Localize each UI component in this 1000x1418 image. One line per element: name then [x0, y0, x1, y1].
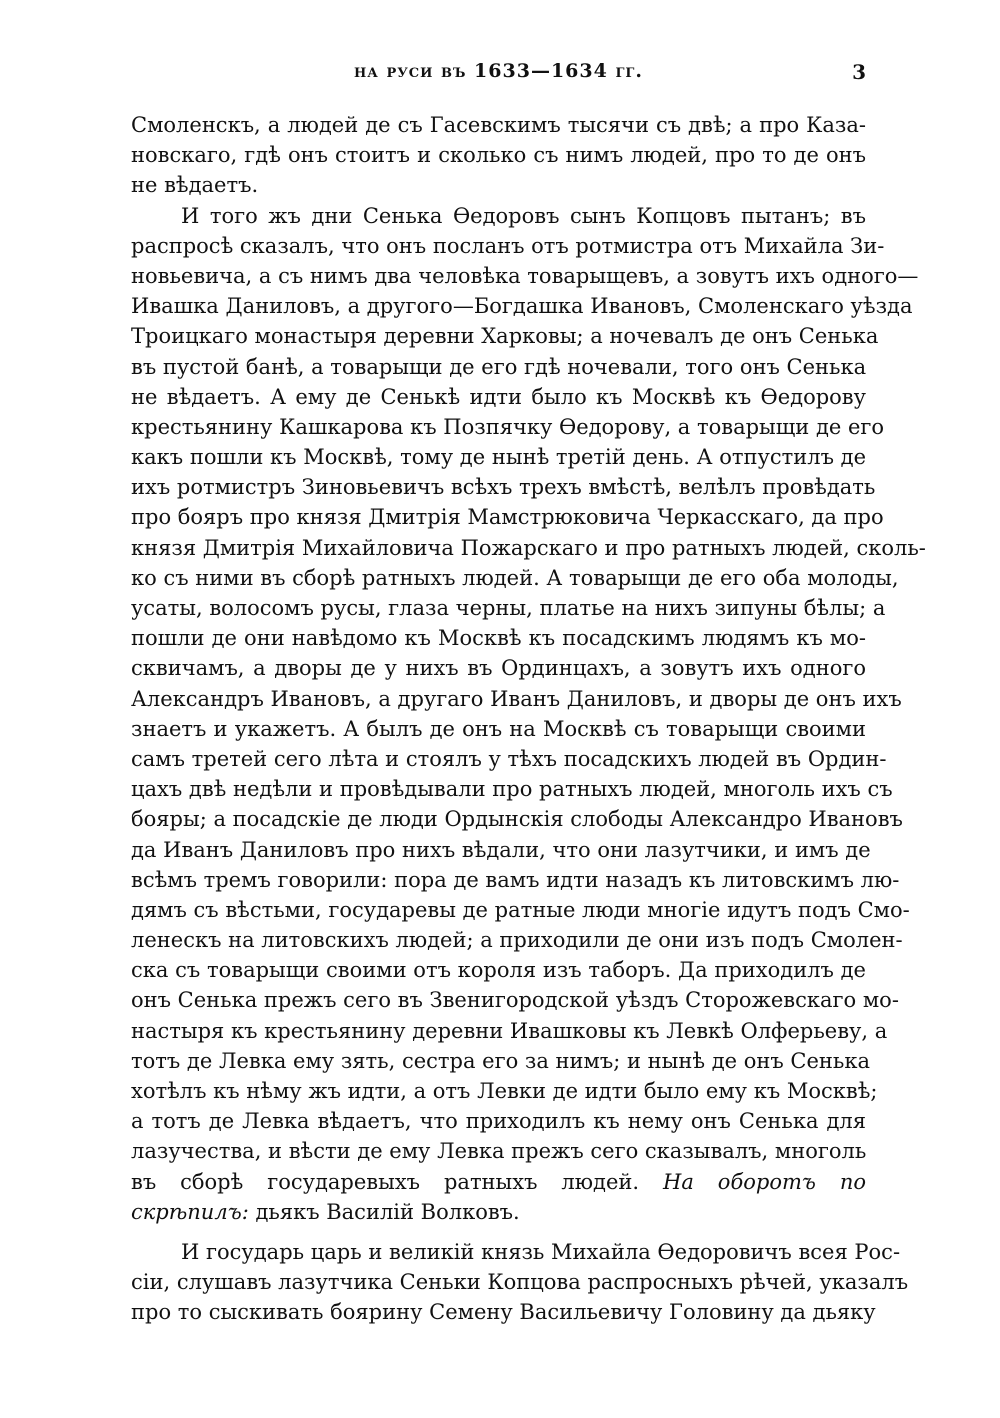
text-line: про то сыскивать боярину Семену Васильевичу Головину да дьяку [131, 1300, 876, 1325]
text-line: не вѣдаетъ. А ему де Сенькѣ идти было къ Москвѣ къ Ѳедорову [131, 384, 866, 409]
text-line: сквичамъ, а дворы де у нихъ въ Ординцахъ, а зовутъ ихъ одного [131, 656, 866, 681]
text-line: какъ пошли къ Москвѣ, тому де нынѣ третій день. А отпустилъ де [131, 445, 866, 470]
text-line: новьевича, а съ нимъ два человѣка товарыщевъ, а зовутъ ихъ одного— [131, 263, 919, 288]
page-header [131, 60, 866, 88]
text-line: ска съ товарыщи своими отъ короля изъ таборъ. Да приходилъ де [131, 958, 866, 983]
text-line: всѣмъ тремъ говорили: пора де вамъ идти назадъ къ литовскимъ лю- [131, 867, 900, 892]
text-line: князя Дмитрія Михайловича Пожарскаго и про ратныхъ людей, сколь- [131, 535, 926, 560]
italic-note: скрѣпилъ: [131, 1199, 249, 1224]
text-line: въ пустой банѣ, а товарыщи де его гдѣ ночевали, того онъ Сенька [131, 354, 867, 379]
text-line: лазучества, и вѣсти де ему Левка прежъ сего сказывалъ, многоль [131, 1139, 867, 1164]
running-title: на руси въ 1633—1634 гг. [353, 60, 644, 82]
text-line: онъ Сенька прежъ сего въ Звенигородской уѣздъ Сторожевскаго мо- [131, 988, 899, 1013]
text-line: ко съ ними въ сборѣ ратныхъ людей. А товарыщи де его оба молоды, [131, 565, 899, 590]
text-line: знаетъ и укажетъ. А былъ де онъ на Москвѣ съ товарыщи своими [131, 716, 866, 741]
text-line: не вѣдаетъ. [131, 173, 259, 198]
text-line: новскаго, гдѣ онъ стоитъ и сколько съ нимъ людей, про то де онъ [131, 143, 866, 168]
text-line: усаты, волосомъ русы, глаза черны, платье на нихъ зипуны бѣлы; а [131, 596, 886, 620]
text-line: дямъ съ вѣстьми, государевы де ратные люди многіе идутъ подъ Смо- [131, 897, 910, 922]
text-line: тотъ де Левка ему зять, сестра его за нимъ; и нынѣ де онъ Сенька [131, 1048, 870, 1073]
text-line: хотѣлъ къ нѣму жъ идти, а отъ Левки де идти было ему къ Москвѣ; [131, 1079, 878, 1103]
text-fragment: въ сборѣ государевыхъ ратныхъ людей. [131, 1169, 640, 1194]
text-body [131, 110, 926, 1328]
text-line: сіи, слушавъ лазутчика Сеньки Копцова распросныхъ рѣчей, указалъ [131, 1270, 909, 1295]
text-line: а тотъ де Левка вѣдаетъ, что приходилъ къ нему онъ Сенька для [131, 1109, 866, 1134]
text-line: да Иванъ Даниловъ про нихъ вѣдали, что они лазутчики, и имъ де [131, 837, 871, 862]
text-line: цахъ двѣ недѣли и провѣдывали про ратныхъ людей, многоль ихъ съ [131, 777, 893, 802]
text-line: Смоленскъ, а людей де съ Гасевскимъ тысячи съ двѣ; а про Каза- [131, 113, 866, 137]
text-line: про бояръ про князя Дмитрія Мамстрюковича Черкасскаго, да про [131, 505, 884, 530]
text-line: И того жъ дни Сенька Ѳедоровъ сынъ Копцовъ пытанъ; въ [181, 203, 866, 228]
text-line: Троицкаго монастыря деревни Харковы; а ночевалъ де онъ Сенька [131, 324, 879, 349]
text-line: ихъ ротмистръ Зиновьевичъ всѣхъ трехъ вмѣстѣ, велѣлъ провѣдать [131, 475, 876, 500]
text-line: ленескъ на литовскихъ людей; а приходили де они изъ подъ Смолен- [131, 928, 903, 953]
page-number: 3 [852, 60, 866, 84]
text-line [131, 1197, 866, 1227]
text-line: бояры; а посадскіе де люди Ордынскія слободы Александро Ивановъ [131, 807, 903, 832]
text-line: пошли де они навѣдомо къ Москвѣ къ посадскимъ людямъ къ мо- [131, 626, 866, 651]
text-line: распросѣ сказалъ, что онъ посланъ отъ ротмистра отъ Михайла Зи- [131, 233, 885, 258]
text-line: самъ третей сего лѣта и стоялъ у тѣхъ посадскихъ людей въ Ордин- [131, 746, 887, 771]
text-line: Александръ Ивановъ, а другаго Иванъ Даниловъ, и дворы де онъ ихъ [131, 686, 902, 711]
signature: дьякъ Василій Волковъ. [248, 1199, 520, 1224]
text-line [131, 1167, 866, 1197]
text-line: И государь царь и великій князь Михайла Ѳедоровичъ всея Рос- [181, 1239, 901, 1264]
text-line: настыря къ крестьянину деревни Ивашковы къ Левкѣ Олферьеву, а [131, 1018, 888, 1043]
text-line: крестьянину Кашкарова къ Позпячку Ѳедорову, а товарыщи де его [131, 414, 885, 439]
text-line: Ивашка Даниловъ, а другого—Богдашка Ивановъ, Смоленскаго уѣзда [131, 294, 913, 319]
italic-note: На оборотъ по [663, 1169, 866, 1194]
